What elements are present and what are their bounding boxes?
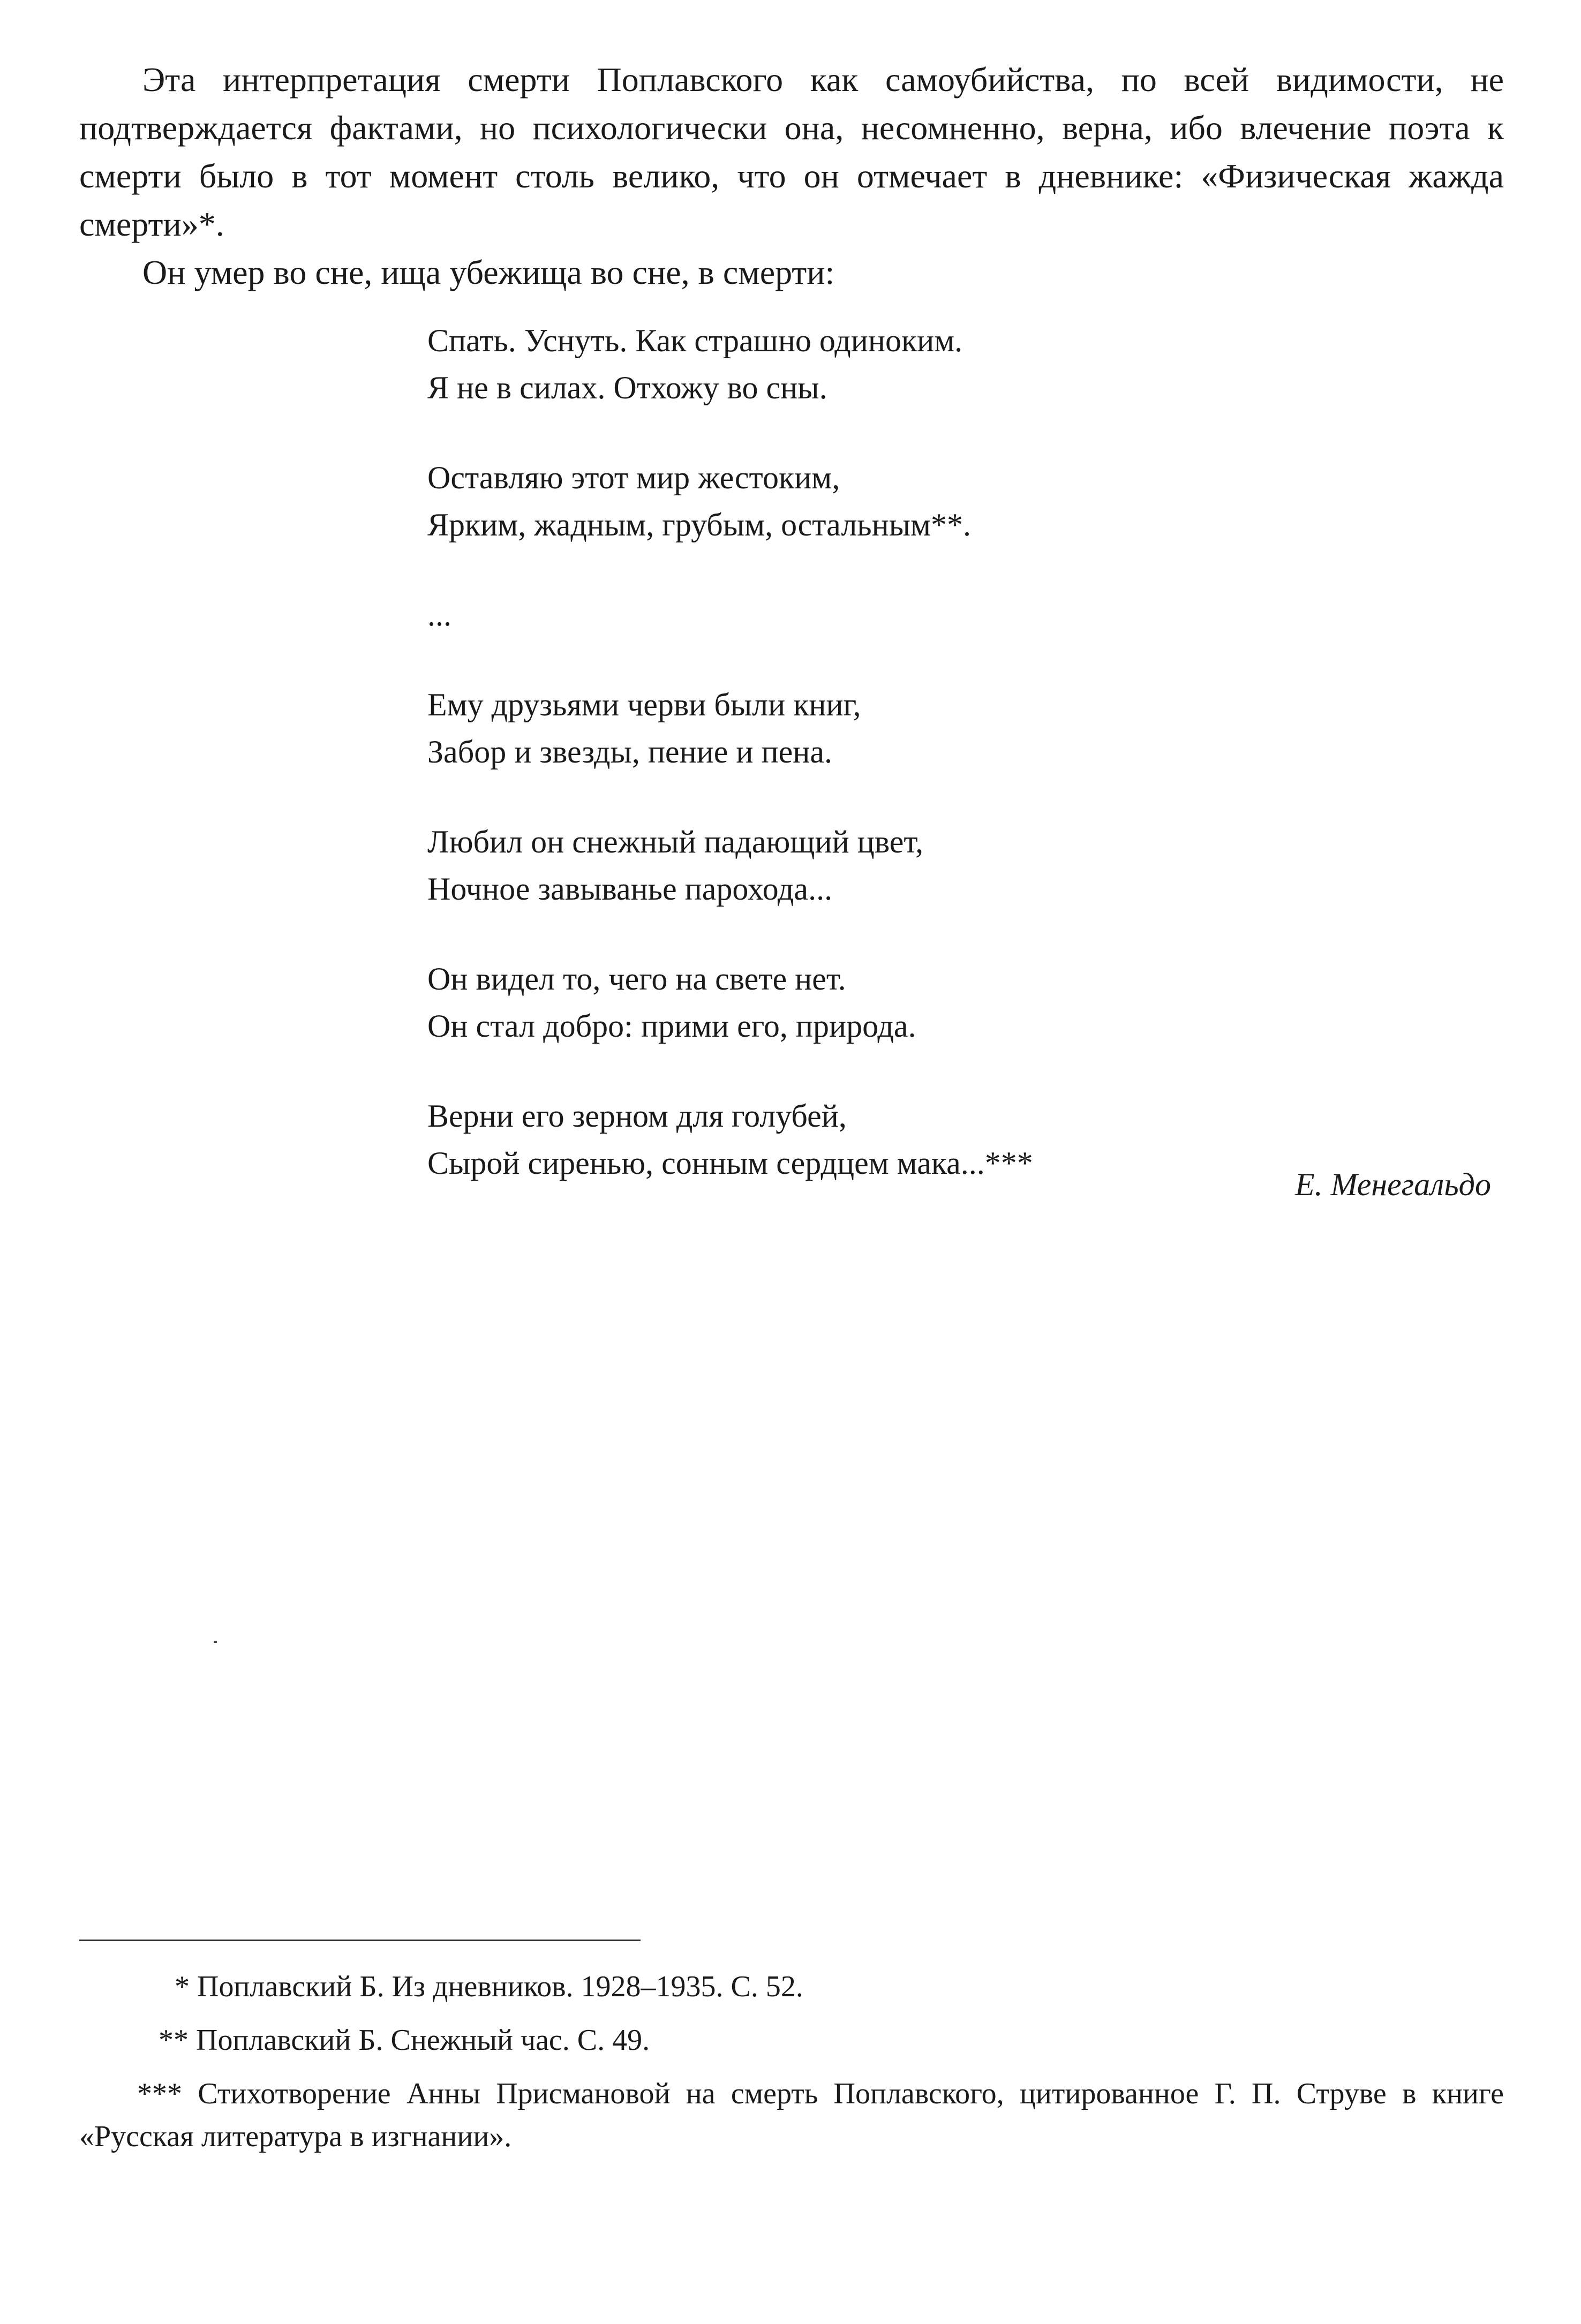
poem-line: Спать. Уснуть. Как страшно одиноким.: [427, 323, 963, 358]
poem-line: Любил он снежный падающий цвет,: [427, 824, 924, 859]
poem-stanza-5: [427, 955, 1231, 1050]
poem-stanza-4: [427, 818, 1231, 912]
footnote-1: * Поплавский Б. Из дневников. 1928–1935. С. 52.: [175, 1970, 803, 2003]
poem-line: Я не в силах. Отхожу во сны.: [427, 370, 827, 405]
prose-section: [79, 56, 1504, 297]
poem-line: Забор и звезды, пение и пена.: [427, 734, 833, 769]
poem-line: Сырой сиренью, сонным сердцем мака...***: [427, 1145, 1033, 1181]
paragraph-interpretation: Эта интерпретация смерти Поплавского как самоубийства, по всей видимости, не подтверждается фактами, но психологически она, несомненно, верна, ибо влечение поэта к смерти было в тот момент столь велико, что он отмечает в дневнике: «Физическая жажда смерти»*.: [79, 61, 1504, 243]
paragraph-death-in-sleep: Он умер во сне, ища убежища во сне, в смерти:: [142, 253, 835, 291]
author-signature: Е. Менегальдо: [1294, 1167, 1491, 1202]
poem-stanza-6: [427, 1092, 1231, 1187]
poem-line: Он видел то, чего на свете нет.: [427, 961, 846, 997]
footnote-divider: [79, 1940, 641, 1941]
stray-ink-mark: [214, 1641, 217, 1643]
poem-stanza-2: [427, 454, 1231, 548]
poem-line: Ярким, жадным, грубым, остальным**.: [427, 507, 972, 542]
footnotes: [79, 1965, 1504, 2158]
poem-line: Ему друзьями черви были книг,: [427, 687, 861, 722]
poem-line: Верни его зерном для голубей,: [427, 1098, 847, 1134]
poem-line: Оставляю этот мир жестоким,: [427, 460, 840, 495]
poem-stanza-1: [427, 317, 1231, 411]
poem-line: Ночное завыванье парохода...: [427, 871, 833, 907]
poem-ellipsis: ...: [427, 597, 451, 632]
poem-line: Он стал добро: прими его, природа.: [427, 1008, 916, 1044]
footnote-2: ** Поплавский Б. Снежный час. С. 49.: [159, 2024, 650, 2057]
poem: [427, 317, 1231, 1229]
footnote-3: *** Стихотворение Анны Присмановой на смерть Поплавского, цитированное Г. П. Струве в книге «Русская литература в изгнании».: [79, 2077, 1504, 2153]
poem-stanza-3: [427, 681, 1231, 775]
